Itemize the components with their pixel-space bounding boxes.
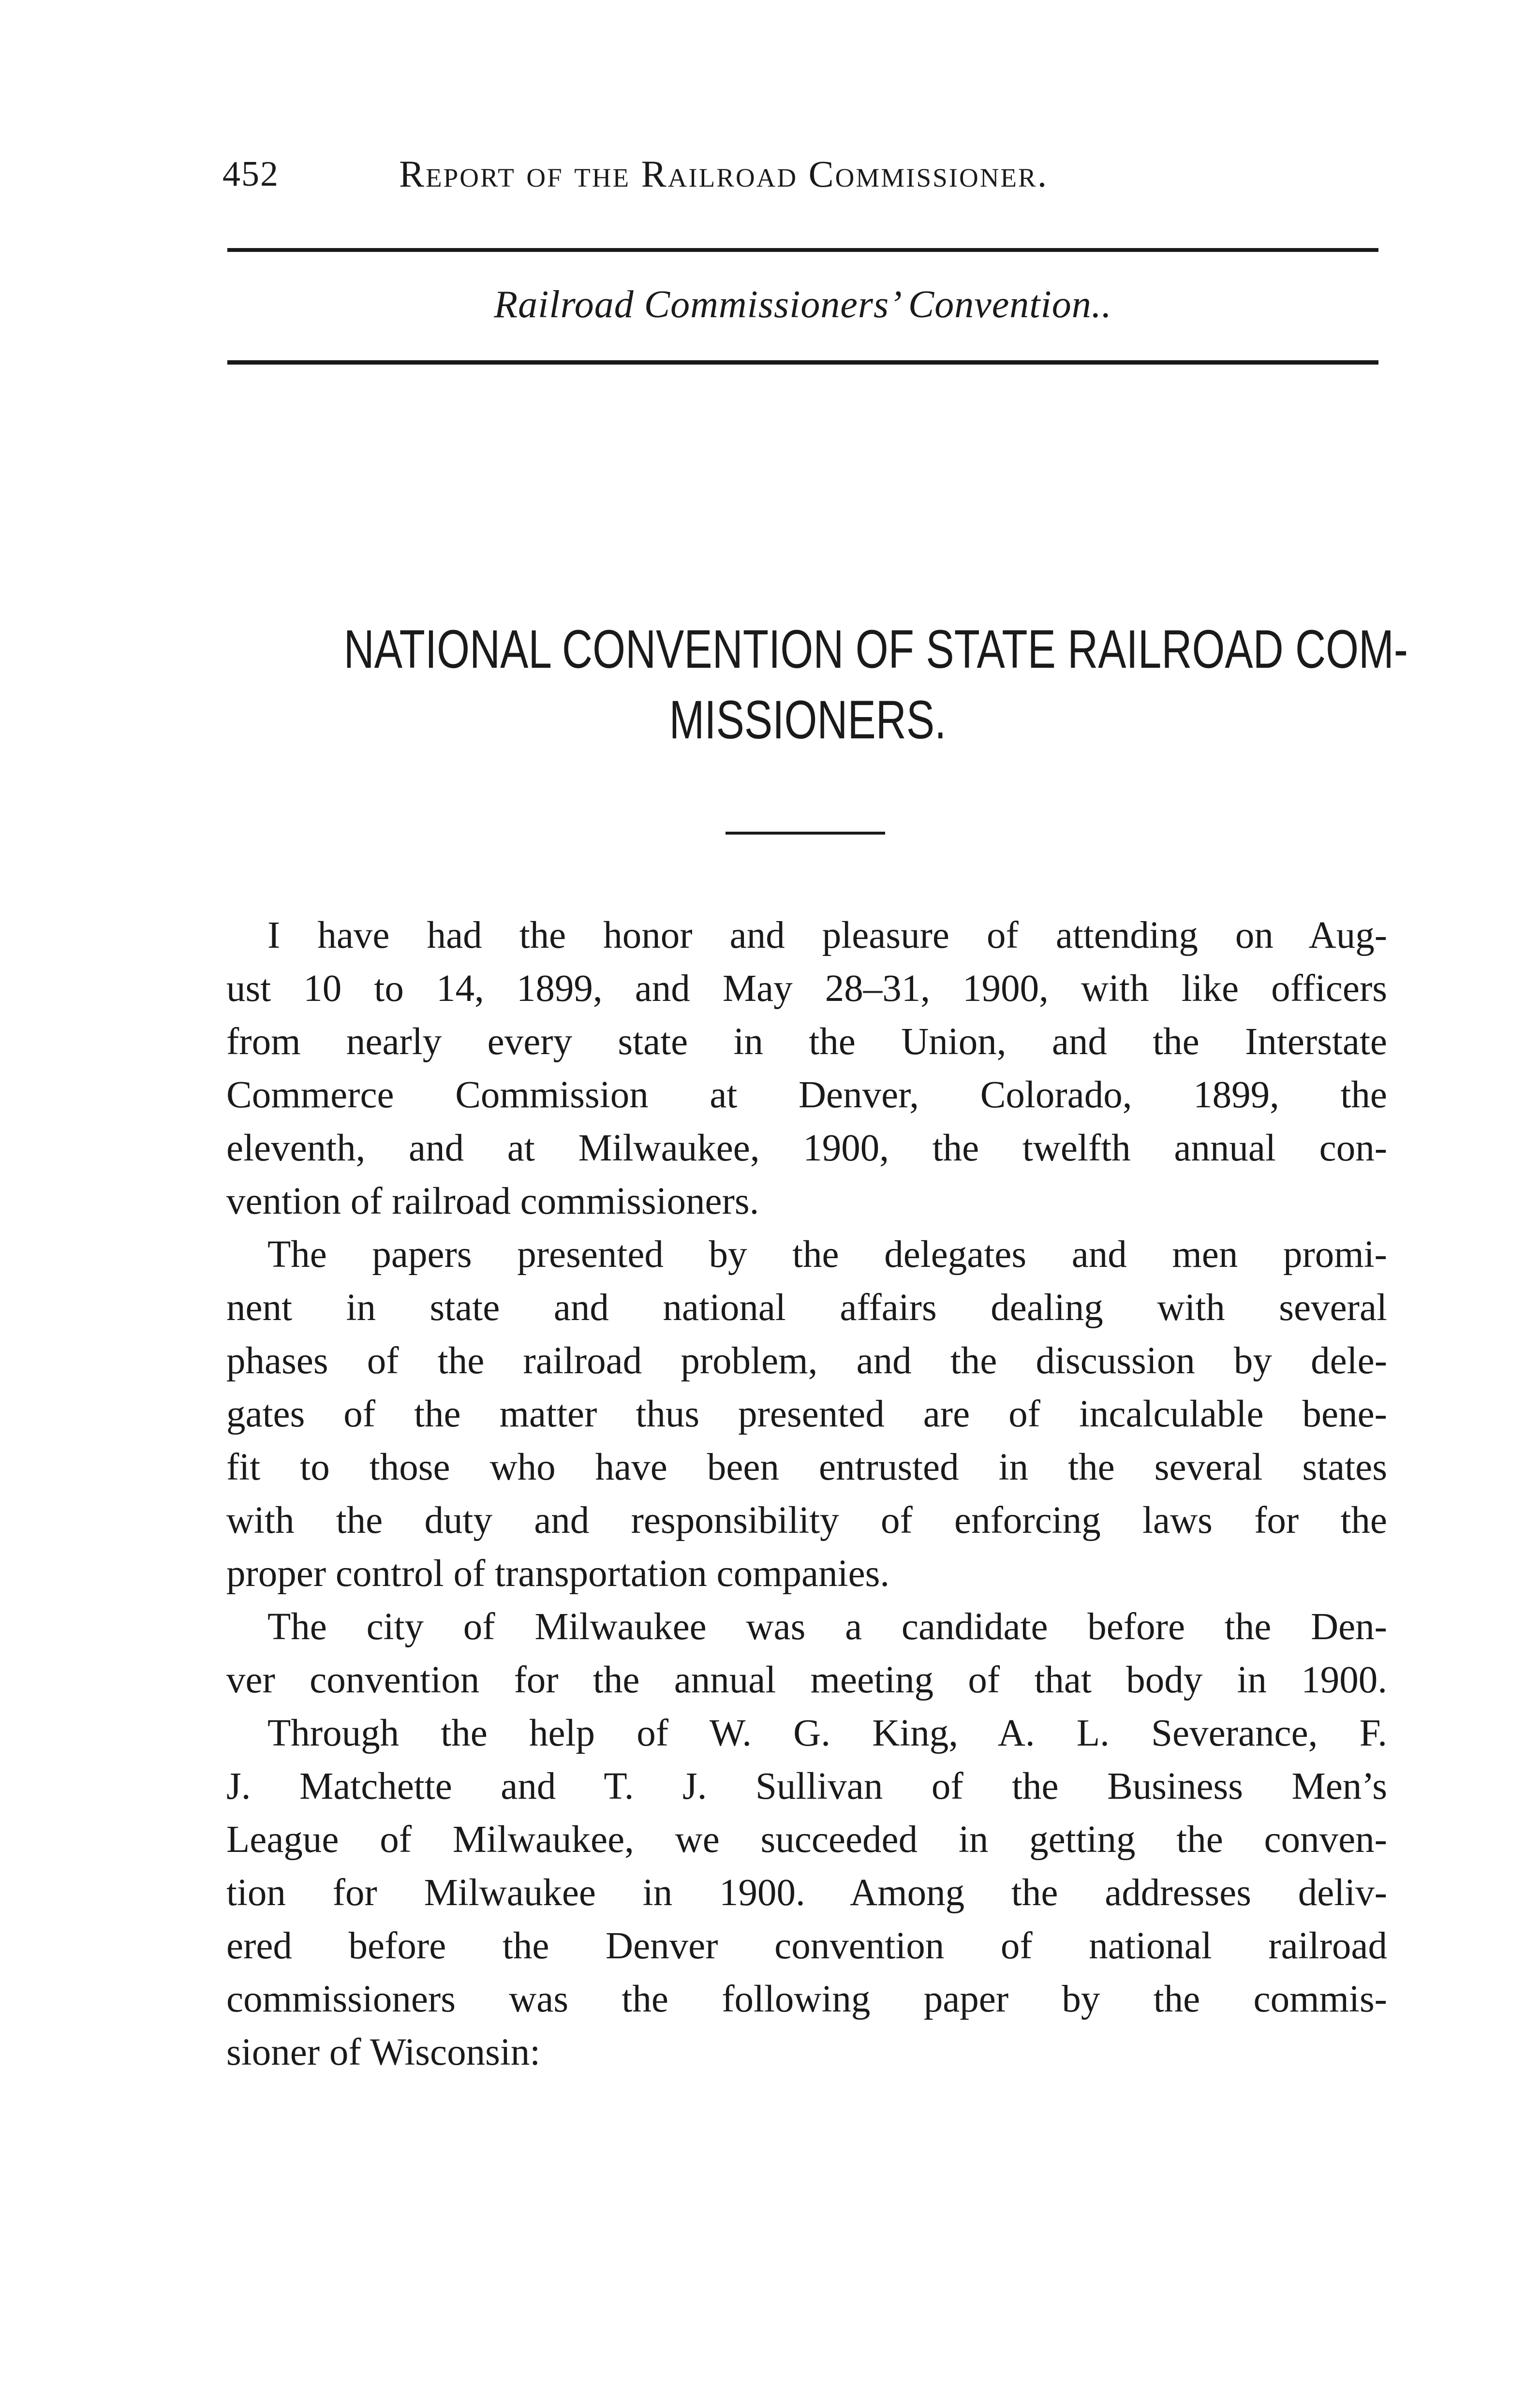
text-line: with the duty and responsibility of enforcing laws for the (226, 1499, 1387, 1542)
section-title: Railroad Commissioners’ Convention.. (494, 283, 1112, 326)
text-line: proper control of transportation companies. (226, 1553, 890, 1595)
text-line: gates of the matter thus presented are of incalculable bene- (226, 1393, 1387, 1435)
article-title-line-2: MISSIONERS. (669, 690, 947, 750)
header-rule-top (227, 248, 1378, 252)
text-line: League of Milwaukee, we succeeded in getting the conven- (226, 1819, 1387, 1861)
text-line: I have had the honor and pleasure of attending on Aug- (267, 914, 1387, 956)
header-rule-bottom (227, 360, 1378, 365)
text-line: commissioners was the following paper by the commis- (226, 1978, 1387, 2020)
text-line: eleventh, and at Milwaukee, 1900, the twelfth annual con- (226, 1127, 1387, 1169)
report-title: Report of the Railroad Commissioner. (399, 153, 1049, 195)
text-line: fit to those who have been entrusted in the several states (226, 1446, 1387, 1488)
text-line: phases of the railroad problem, and the discussion by dele- (226, 1340, 1387, 1382)
text-line: J. Matchette and T. J. Sullivan of the Business Men’s (226, 1765, 1387, 1807)
article-title-line-1: NATIONAL CONVENTION OF STATE RAILROAD COM- (343, 619, 1408, 679)
text-line: nent in state and national affairs dealing with several (226, 1287, 1387, 1329)
text-line: ered before the Denver convention of national railroad (226, 1925, 1387, 1967)
running-head (222, 147, 1383, 201)
title-divider (726, 832, 885, 835)
text-line: The papers presented by the delegates and men promi- (267, 1233, 1387, 1276)
text-line: vention of railroad commissioners. (226, 1180, 759, 1222)
text-line: ver convention for the annual meeting of that body in 1900. (226, 1659, 1387, 1701)
text-line: Commerce Commission at Denver, Colorado, 1899, the (226, 1074, 1387, 1116)
text-line: sioner of Wisconsin: (226, 2031, 541, 2073)
article-body (226, 909, 1387, 2079)
text-line: Through the help of W. G. King, A. L. Severance, F. (267, 1712, 1387, 1754)
text-line: ust 10 to 14, 1899, and May 28–31, 1900, with like officers (226, 968, 1387, 1010)
page-number: 452 (222, 154, 279, 194)
text-line: The city of Milwaukee was a candidate before the Den- (267, 1606, 1387, 1648)
article-title (343, 614, 1408, 755)
text-line: tion for Milwaukee in 1900. Among the addresses deliv- (226, 1872, 1387, 1914)
text-line: from nearly every state in the Union, and the Interstate (226, 1021, 1387, 1063)
